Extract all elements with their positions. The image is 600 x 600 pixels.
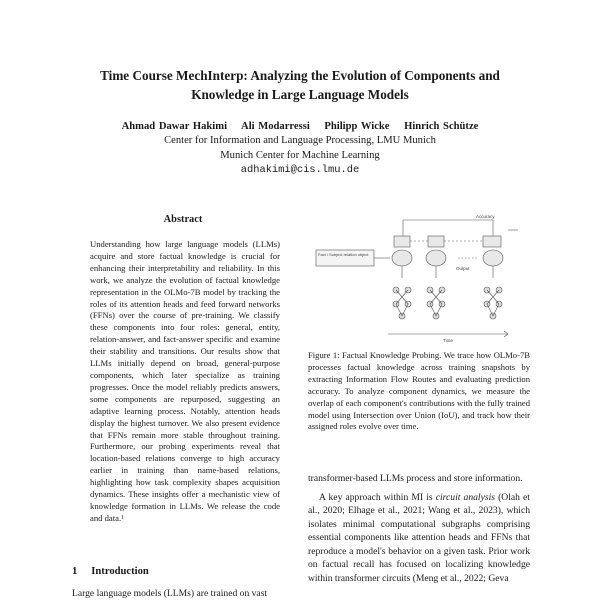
abstract-heading: Abstract — [163, 214, 203, 225]
title-line-1: Time Course MechInterp: Analyzing the Evolution of Components and — [100, 68, 500, 83]
intro-first-line: Large language models (LLMs) are trained on vast — [72, 588, 268, 599]
flow-route-graph-2 — [427, 287, 445, 319]
figure-label-output: Output — [456, 266, 470, 271]
top-box-2 — [428, 236, 444, 247]
p2-prefix: A key approach within MI is — [319, 491, 436, 503]
top-box-1 — [394, 236, 410, 247]
snapshot-node-3 — [483, 250, 503, 266]
snapshot-node-2 — [426, 250, 446, 266]
figure-1-diagram — [308, 208, 530, 346]
right-paragraph-2 — [308, 491, 530, 586]
figure-label-input: Fact / Subject relation object — [318, 252, 369, 257]
abstract-text: Understanding how large language models (LLMs) acquire and store factual knowledge is crucial for enhancing their interpretability and reliability. In this work, we analyze the evolution of factual knowledge representation in the OLMo-7B model by tracking the roles of its attention heads and feed forward networks (FFNs) over the course of pre-training. We classify these components into four roles: general, entity, relation-answer, and fact-answer specific and examine their stability and transitions. Our results show that LLMs initially depend on broad, general-purpose components, which later specialize as training progresses. Once the model reliably predicts answers, some components are repurposed, suggesting an adaptive learning process. Notably, attention heads display the highest turnover. We also present evidence that FFNs remain more stable throughout training. Furthermore, our probing experiments reveal that location-based relations converge to high accuracy earlier in training than name-based relations, highlighting how task complexity shapes acquisition dynamics. These insights offer a mechanistic view of knowledge formation in LLMs. We release the code and data.¹ — [90, 239, 280, 523]
right-paragraph-1: transformer-based LLMs process and store information. — [308, 473, 523, 484]
p2-italic-term: circuit analysis — [435, 491, 495, 503]
snapshot-node-1 — [392, 250, 412, 266]
figure-1-caption: Figure 1: Factual Knowledge Probing. We trace how OLMo-7B processes factual knowledge across training snapshots by extracting Information Flow Routes and evaluating prediction accuracy. To analyze component dynamics, we measure the overlap of each component's contributions with the fully trained model using Intersection over Union (IoU), and track how their assigned roles evolve over time. — [308, 350, 530, 432]
author-2: Ali Modarressi — [241, 121, 310, 132]
figure-label-accuracy: Accuracy — [476, 214, 495, 219]
affiliation-2: Munich Center for Machine Learning — [220, 150, 380, 161]
right-column-body — [308, 472, 530, 585]
author-list — [40, 120, 560, 134]
author-1: Ahmad Dawar Hakimi — [121, 121, 228, 132]
section-number: 1 — [72, 566, 78, 577]
author-3: Philipp Wicke — [324, 121, 390, 132]
affiliation-1: Center for Information and Language Processing, LMU Munich — [164, 135, 436, 146]
paper-title — [40, 66, 560, 104]
p2-rest: (Olah et al., 2020; Elhage et al., 2021; Wang et al., 2023), which isolates minimal computational subgraphs comprising essential components like attention heads and FFNs that reproduce a model's behavior on a given task. Prior work on factual recall has focused on localizing knowledge within transformer circuits (Meng et al., 2022; Geva — [308, 491, 530, 584]
flow-route-graph-3 — [484, 287, 502, 319]
figure-label-time: Time — [443, 338, 453, 343]
author-email[interactable]: adhakimi@cis.lmu.de — [240, 164, 360, 176]
title-line-2: Knowledge in Large Language Models — [191, 87, 409, 102]
top-box-3 — [483, 236, 501, 247]
section-title: Introduction — [91, 566, 149, 577]
author-4: Hinrich Schütze — [404, 121, 479, 132]
node-down-links — [402, 266, 493, 278]
section-heading-introduction — [72, 566, 149, 577]
flow-route-graph-1 — [393, 287, 411, 319]
